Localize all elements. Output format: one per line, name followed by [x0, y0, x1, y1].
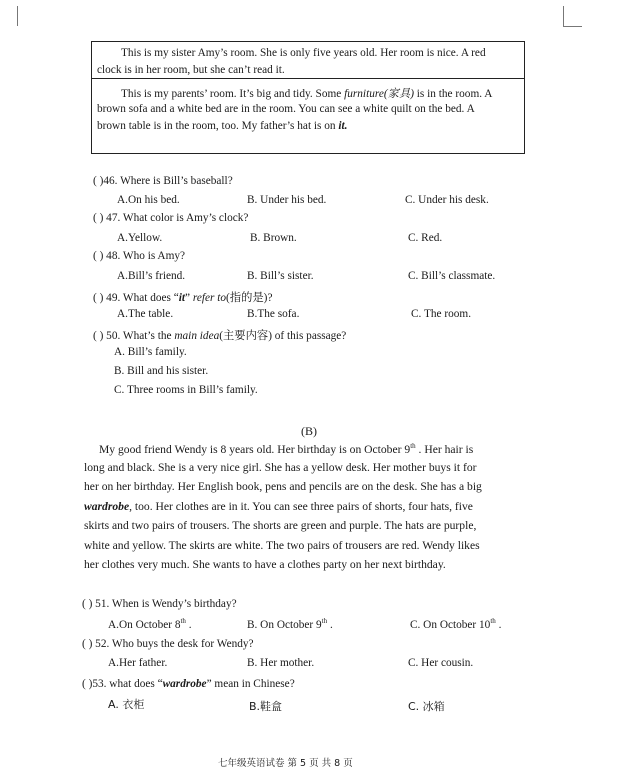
- corner-mark-left: [17, 6, 19, 26]
- answer-option[interactable]: C. Her cousin.: [408, 657, 474, 669]
- box-divider: [92, 78, 524, 79]
- box-text: This is my sister Amy’s room. She is only five years old. Her room is nice. A red: [121, 47, 486, 59]
- section-heading: (B): [301, 424, 317, 438]
- question-stem: ( ) 52. Who buys the desk for Wendy?: [82, 638, 254, 650]
- answer-option[interactable]: C. 冰箱: [408, 700, 445, 713]
- answer-option[interactable]: C. On October 10th .: [410, 617, 502, 631]
- question-stem: ( ) 50. What’s the main idea(主要内容) of this passage?: [93, 330, 347, 342]
- answer-option[interactable]: A.Her father.: [108, 657, 168, 669]
- box-text: brown sofa and a white bed are in the room. You can see a white quilt on the bed. A: [97, 103, 475, 115]
- question-stem: ( ) 48. Who is Amy?: [93, 250, 186, 262]
- passage-line: her on her birthday. Her English book, pens and pencils are on the desk. She has a big: [84, 480, 482, 493]
- box-text: brown table is in the room, too. My father’s hat is on it.: [97, 120, 348, 132]
- answer-option[interactable]: A.On his bed.: [117, 194, 180, 206]
- answer-option[interactable]: B.The sofa.: [247, 308, 300, 320]
- question-stem: ( )46. Where is Bill’s baseball?: [93, 175, 233, 187]
- answer-option[interactable]: A. 衣柜: [108, 698, 145, 711]
- answer-option[interactable]: B. Under his bed.: [247, 194, 327, 206]
- passage-line: wardrobe, too. Her clothes are in it. You can see three pairs of shorts, four hats, five: [84, 500, 473, 513]
- answer-option[interactable]: C. Red.: [408, 232, 443, 244]
- answer-option[interactable]: A.Yellow.: [117, 232, 163, 244]
- passage-line: her clothes very much. She wants to have a clothes party on her next birthday.: [84, 558, 446, 571]
- page-footer: 七年级英语试卷 第 5 页 共 8 页: [218, 758, 353, 769]
- answer-option[interactable]: A. Bill’s family.: [114, 346, 187, 358]
- question-stem: ( ) 51. When is Wendy’s birthday?: [82, 598, 237, 610]
- passage-line: long and black. She is a very nice girl. She has a yellow desk. Her mother buys it for: [84, 461, 477, 474]
- box-text: This is my parents’ room. It’s big and tidy. Some furniture(家具) is in the room. A: [121, 88, 493, 100]
- answer-option[interactable]: C. The room.: [411, 308, 472, 320]
- question-stem: ( ) 49. What does “it” refer to(指的是)?: [93, 292, 273, 304]
- passage-line: skirts and two pairs of trousers. The shorts are green and purple. The hats are purple,: [84, 519, 477, 532]
- answer-option[interactable]: C. Bill’s classmate.: [408, 270, 496, 282]
- answer-option[interactable]: A.On October 8th .: [108, 617, 192, 631]
- corner-mark-right: [563, 6, 582, 27]
- passage-line: white and yellow. The skirts are white. The two pairs of trousers are red. Wendy likes: [84, 539, 480, 552]
- passage-line: My good friend Wendy is 8 years old. Her birthday is on October 9th . Her hair is: [99, 442, 474, 456]
- answer-option[interactable]: A.The table.: [117, 308, 174, 320]
- answer-option[interactable]: B. Brown.: [250, 232, 297, 244]
- answer-option[interactable]: B.鞋盒: [249, 700, 283, 713]
- answer-option[interactable]: B. Her mother.: [247, 657, 315, 669]
- question-stem: ( ) 47. What color is Amy’s clock?: [93, 212, 249, 224]
- box-text: clock is in her room, but she can’t read it.: [97, 64, 285, 76]
- answer-option[interactable]: B. On October 9th .: [247, 617, 333, 631]
- question-stem: ( )53. what does “wardrobe” mean in Chinese?: [82, 678, 295, 690]
- answer-option[interactable]: B. Bill and his sister.: [114, 365, 209, 377]
- answer-option[interactable]: A.Bill’s friend.: [117, 270, 186, 282]
- answer-option[interactable]: C. Three rooms in Bill’s family.: [114, 384, 258, 396]
- answer-option[interactable]: C. Under his desk.: [405, 194, 489, 206]
- answer-option[interactable]: B. Bill’s sister.: [247, 270, 314, 282]
